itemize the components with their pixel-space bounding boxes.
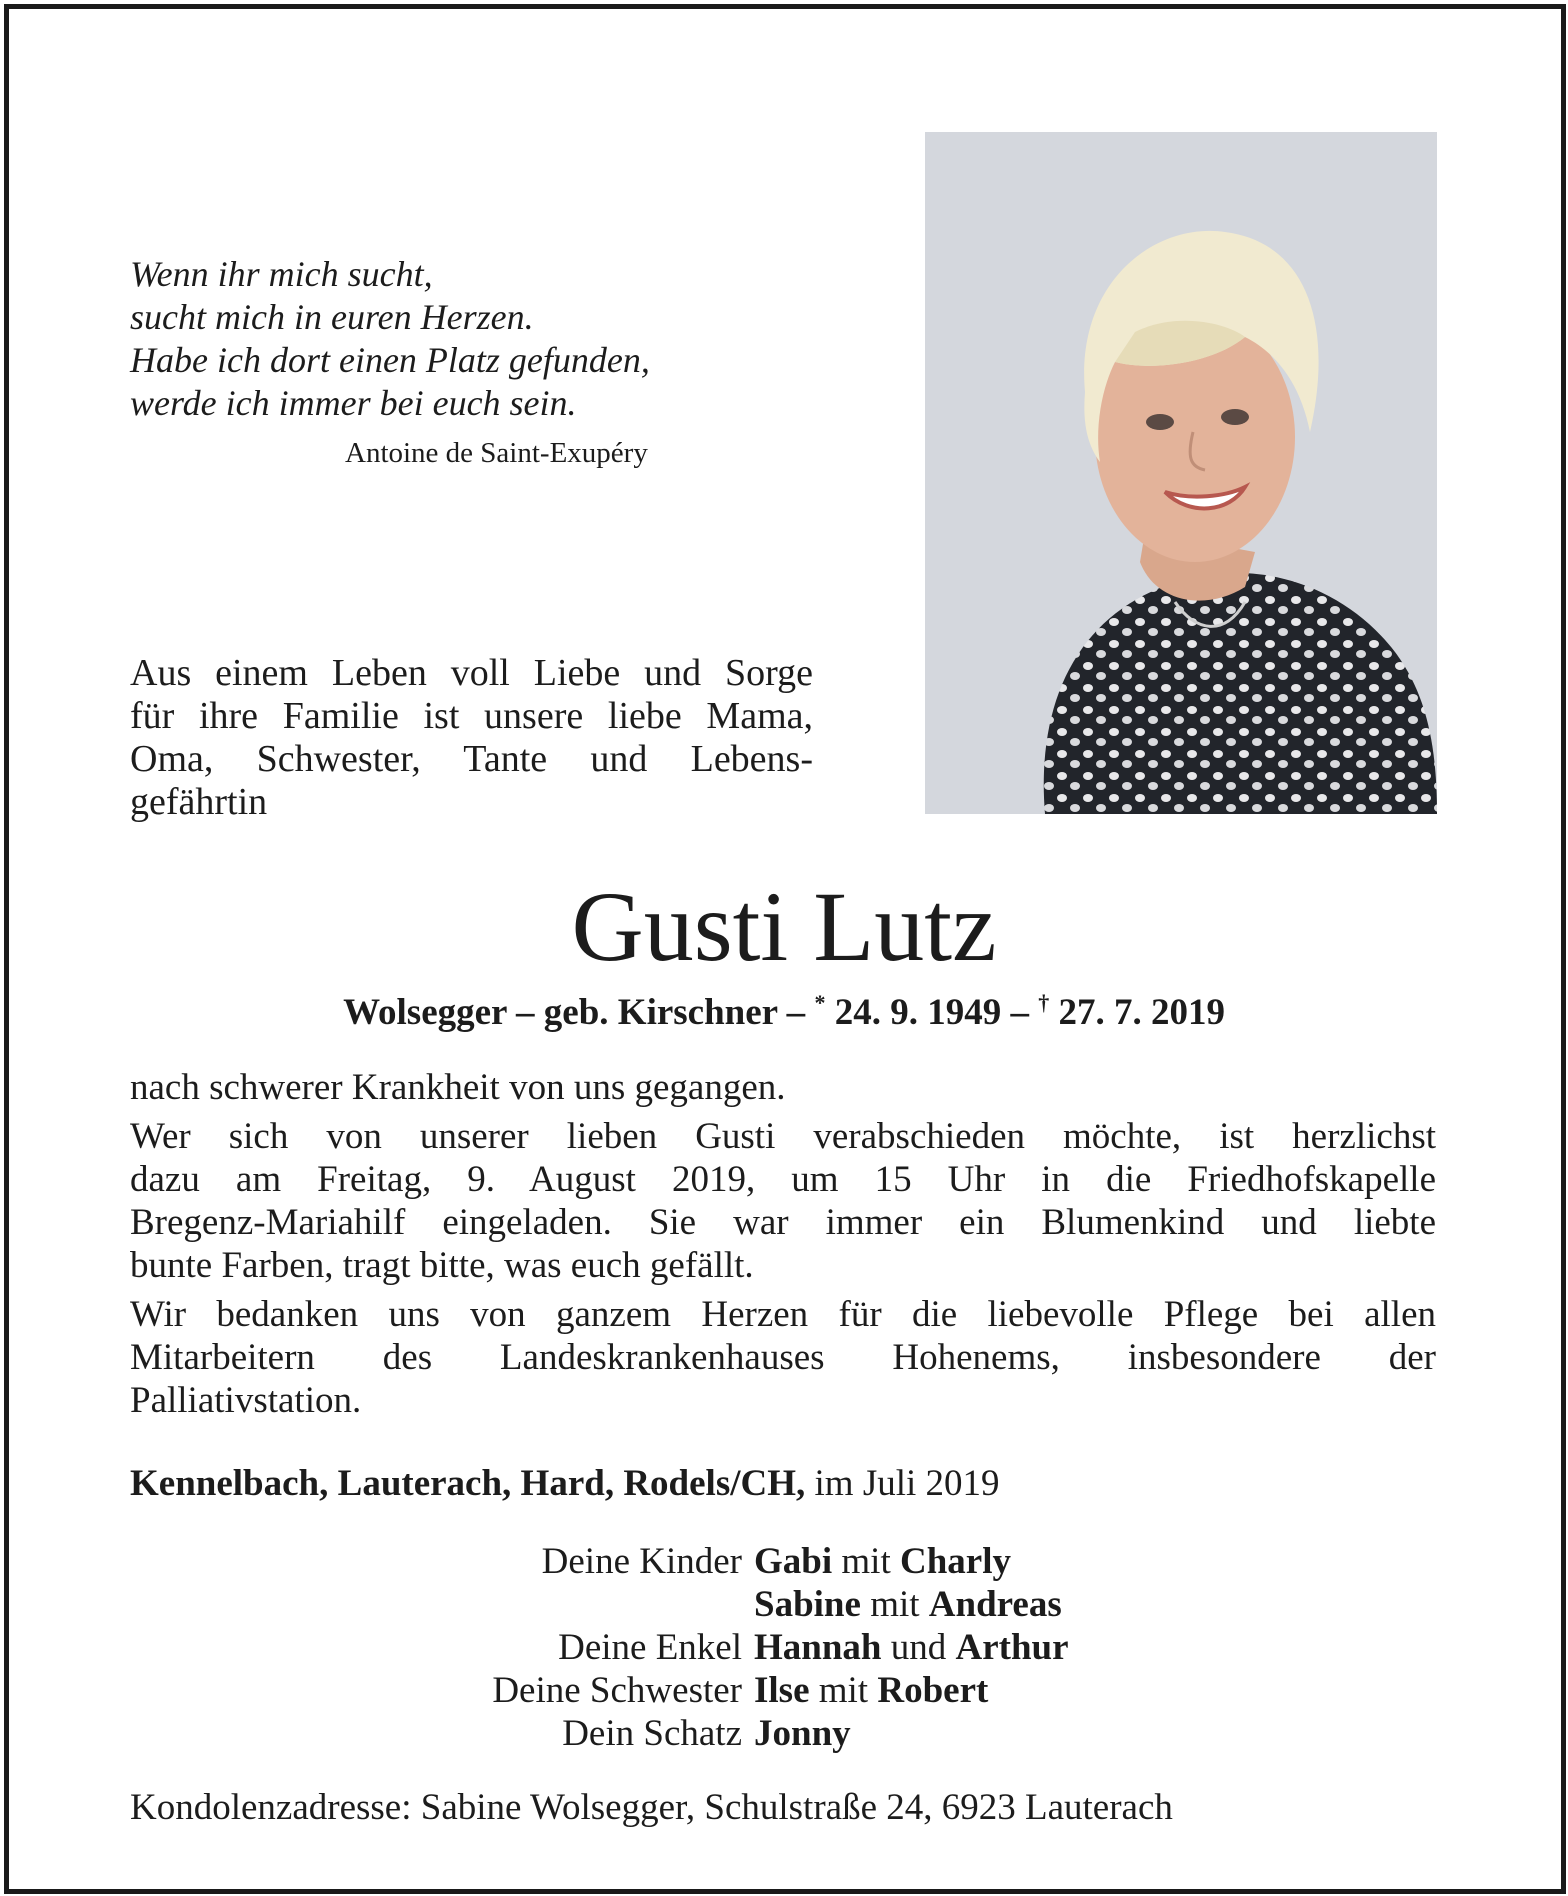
intro-line: Oma, Schwester, Tante und Lebens- [130,738,813,780]
portrait-photo [925,132,1437,814]
birth-date: 24. 9. 1949 – [834,992,1029,1033]
death-date: 27. 7. 2019 [1058,992,1225,1033]
intro-line: gefährtin [130,781,268,823]
mourner-name: Ilse [754,1670,810,1711]
mourner-row [0,1712,1568,1755]
mourner-row [0,1626,1568,1669]
intro-line: für ihre Familie ist unsere liebe Mama, [130,695,813,737]
body-line: Mitarbeitern des Landeskrankenhauses Hohenems, insbesondere der [130,1337,1436,1378]
body-line: bunte Farben, tragt bitte, was euch gefällt. [130,1245,754,1286]
mourner-conjunction: und [890,1627,947,1668]
month-date: im Juli 2019 [814,1463,1000,1504]
condolence-address: Kondolenzadresse: Sabine Wolsegger, Schulstraße 24, 6923 Lauterach [130,1787,1173,1828]
mourner-row [0,1669,1568,1712]
memorial-quote [130,253,750,425]
mourner-partner: Andreas [928,1584,1062,1625]
mourner-relation: Deine Schwester [492,1670,742,1711]
deceased-details [0,990,1568,1034]
place-date-line [130,1462,1000,1505]
mourners-list [0,1540,1568,1755]
body-paragraph-3 [130,1293,1436,1422]
mourner-name: Sabine [754,1584,861,1625]
quote-line: Habe ich dort einen Platz gefunden, [130,340,650,380]
body-line: dazu am Freitag, 9. August 2019, um 15 Uhr in die Friedhofskapelle [130,1159,1436,1200]
portrait-illustration [925,132,1437,814]
obituary-body [130,1066,1436,1428]
towns: Kennelbach, Lauterach, Hard, Rodels/CH, [130,1463,806,1504]
death-symbol: † [1038,990,1050,1015]
mourner-partner: Arthur [955,1627,1069,1668]
mourner-relation: Dein Schatz [562,1713,742,1754]
quote-line: Wenn ihr mich sucht, [130,254,433,294]
birth-symbol: * [814,990,826,1015]
mourner-relation: Deine Enkel [558,1627,742,1668]
intro-text [130,652,813,824]
mourner-row [0,1583,1568,1626]
intro-line: Aus einem Leben voll Liebe und Sorge [130,652,813,694]
body-line: Wir bedanken uns von ganzem Herzen für die liebevolle Pflege bei allen [130,1294,1436,1335]
mourner-name: Gabi [754,1541,833,1582]
mourner-row [0,1540,1568,1583]
body-paragraph-1: nach schwerer Krankheit von uns gegangen. [130,1067,786,1108]
mourner-conjunction: mit [841,1541,891,1582]
body-paragraph-2 [130,1115,1436,1287]
body-line: Bregenz-Mariahilf eingeladen. Sie war immer ein Blumenkind und liebte [130,1202,1436,1243]
quote-line: werde ich immer bei euch sein. [130,383,577,423]
mourner-name: Hannah [754,1627,882,1668]
quote-line: sucht mich in euren Herzen. [130,297,534,337]
mourner-conjunction: mit [870,1584,920,1625]
mourner-conjunction: mit [818,1670,869,1711]
deceased-name: Gusti Lutz [571,871,997,982]
body-line: Wer sich von unserer lieben Gusti verabschieden möchte, ist herzlichst [130,1116,1436,1157]
body-line: Palliativstation. [130,1380,362,1421]
mourner-partner: Robert [877,1670,989,1711]
mourner-partner: Charly [899,1541,1011,1582]
maiden-names: Wolsegger – geb. Kirschner – [343,992,806,1033]
mourner-relation: Deine Kinder [541,1541,742,1582]
quote-author: Antoine de Saint-Exupéry [345,437,648,469]
mourner-name: Jonny [754,1713,851,1754]
